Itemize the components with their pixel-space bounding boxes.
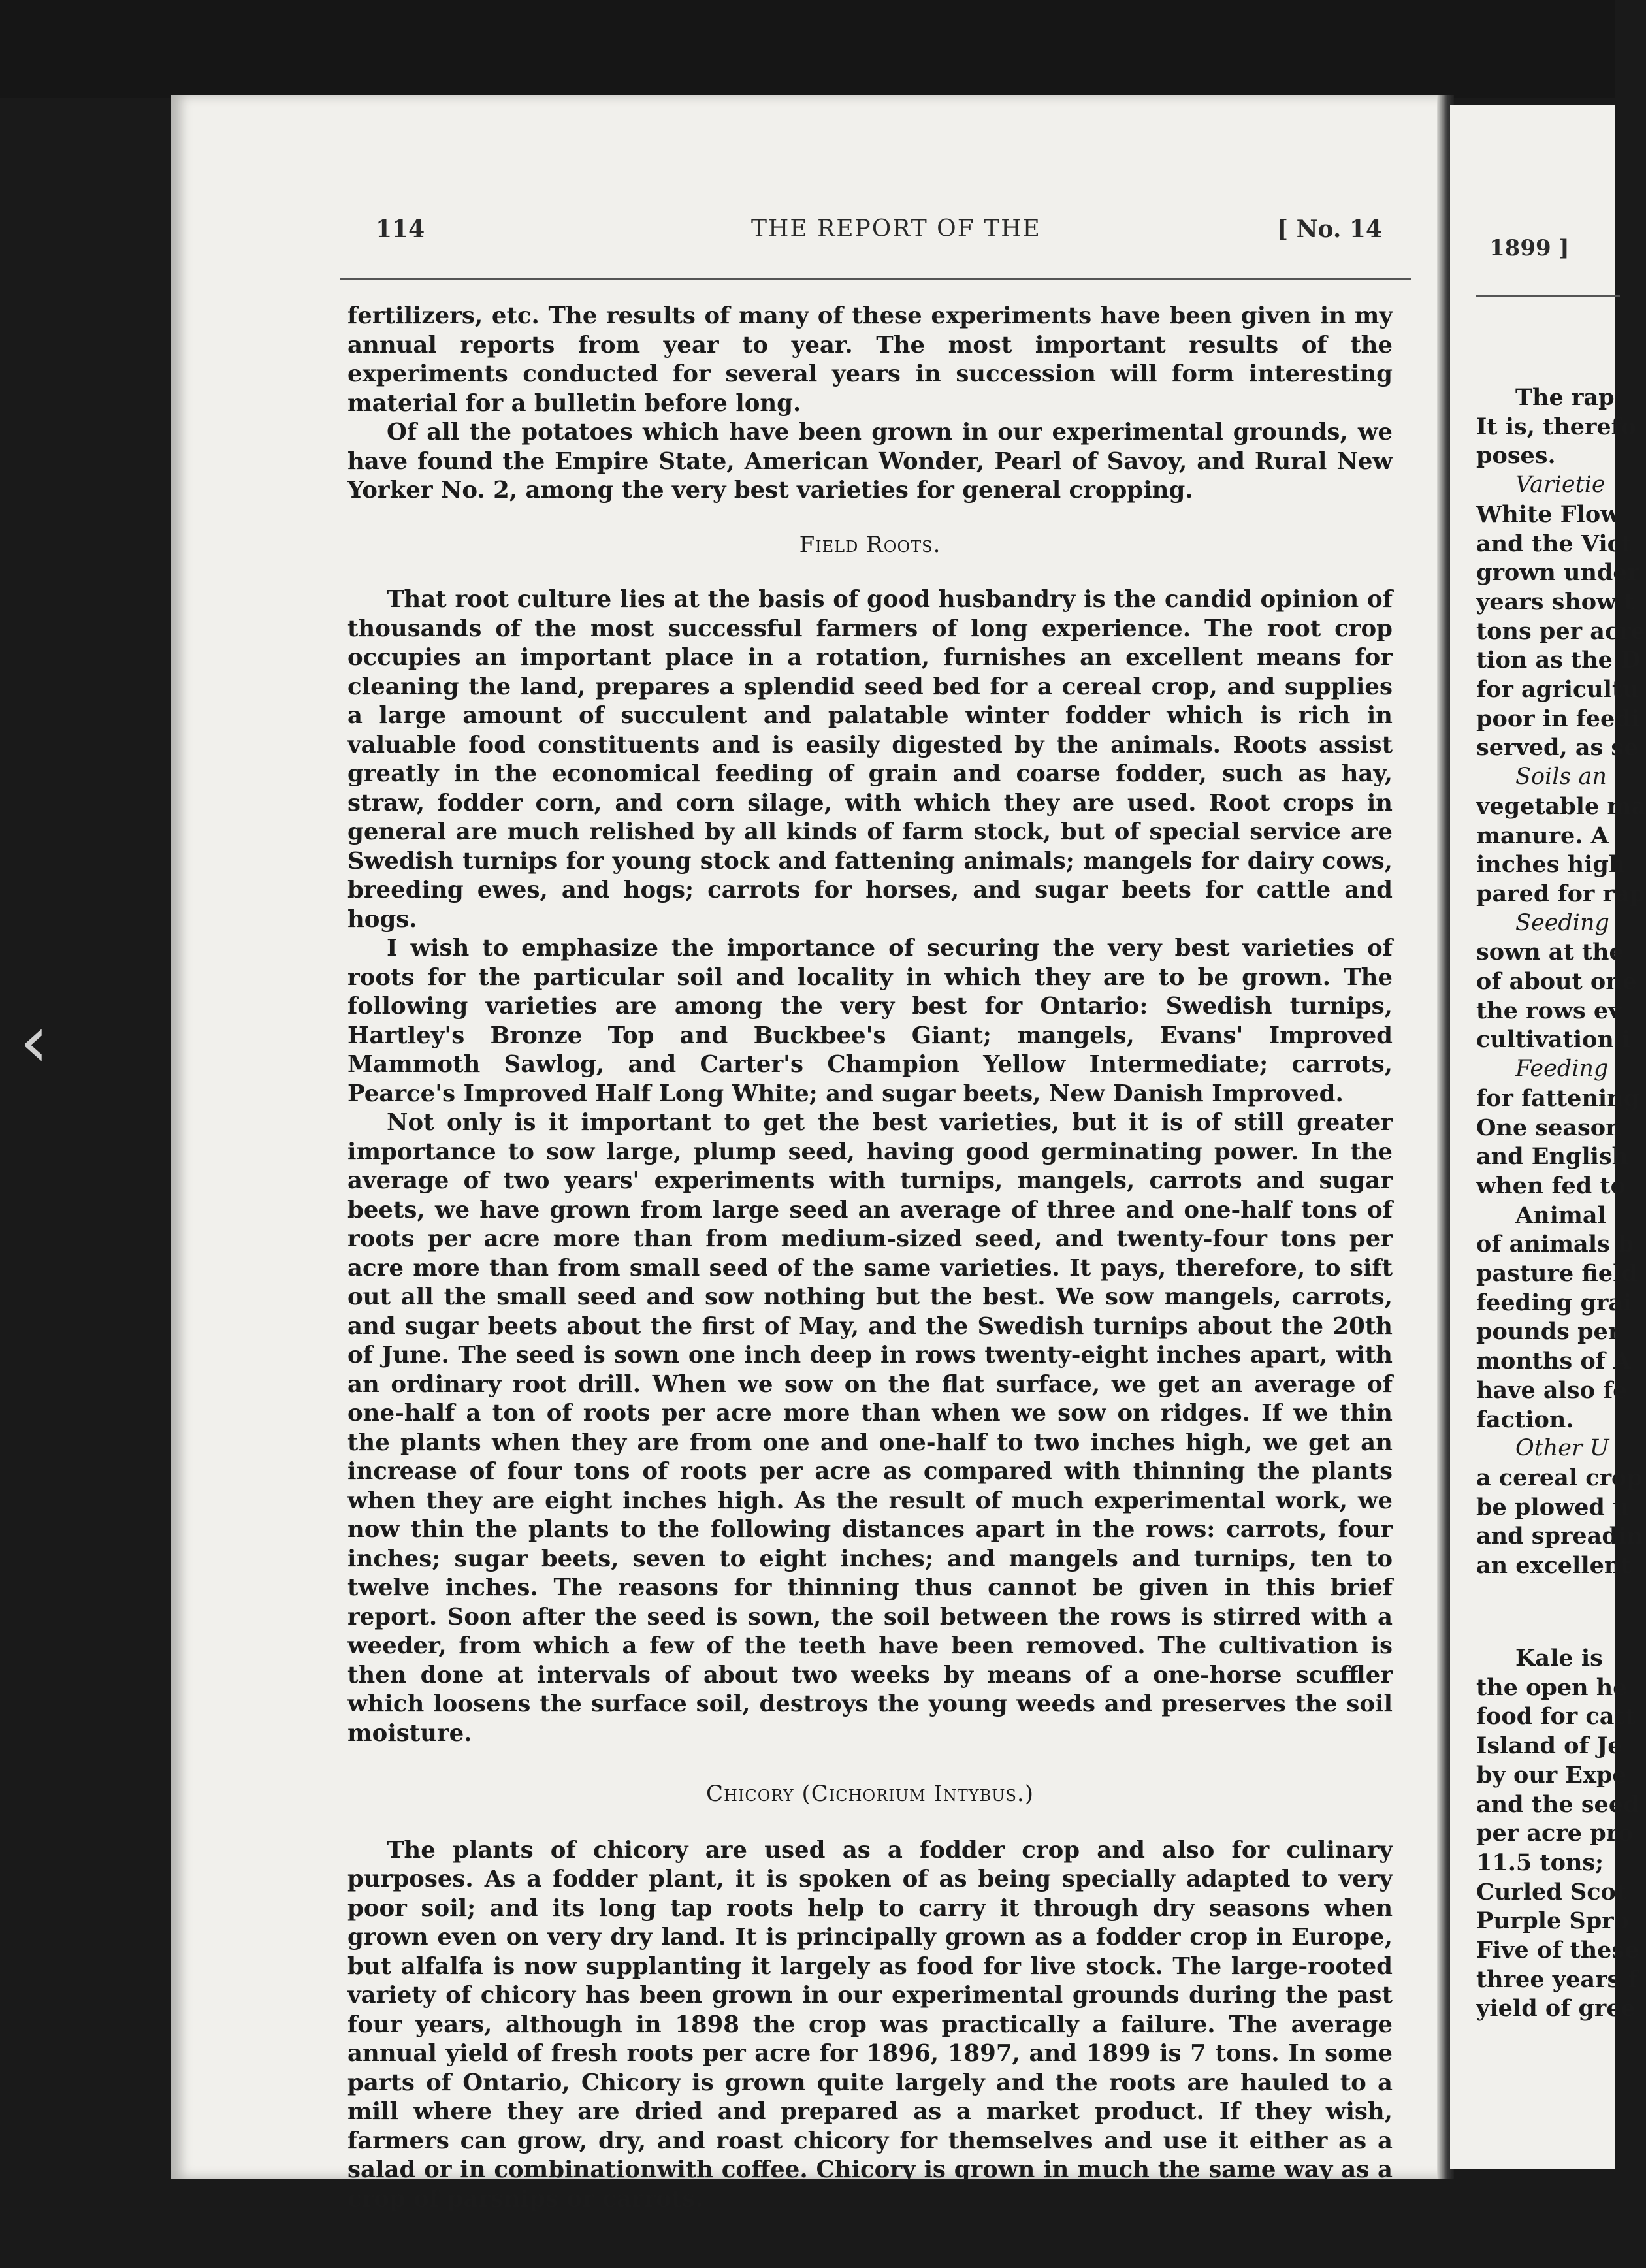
right-page-line: a cereal crop — [1476, 1464, 1643, 1491]
right-page-line: Other U — [1515, 1435, 1609, 1462]
issue-number: [ No. 14 — [1277, 216, 1383, 243]
section-heading-chicory: Chicory (Cichorium Intybus.) — [706, 1781, 1034, 1807]
right-page-line: Animal — [1515, 1201, 1606, 1229]
paragraph-chicory: The plants of chicory are used as a fodder crop and also for culinary purposes. As a fodder plant, it is spoken of as being specially adapted to very poor soil; and its long tap roots help to carry it through dry seasons when grown even on very dry land. It is principally grown as a fodder crop in Europe, but alfalfa is now supplanting it largely as food for live stock. The large-rooted variety of chicory has been grown in our experimental grounds during the past four years, although in 1898 the crop was practically a failure. The average annual yield of fresh roots per acre for 1896, 1897, and 1899 is 7 tons. In some parts of Ontario, Chicory is grown quite largely and the roots are hauled to a mill where they are dried and prepared as a market product. If they wish, farmers can grow, dry, and roast chicory for themselves and use it either as a salad or in combinationwith coffee. Chicory is grown in much the same way as a crop of parsnips or carrots. — [347, 1836, 1393, 2212]
right-page-line: Seeding — [1515, 909, 1609, 936]
right-page-line: pasture field — [1476, 1260, 1638, 1287]
right-page-line: One season — [1476, 1114, 1622, 1141]
right-page-line: for fattening — [1476, 1084, 1640, 1112]
right-page-line: tons per acre — [1476, 617, 1645, 645]
right-page-line: poses. — [1476, 442, 1556, 470]
main-text-column — [347, 302, 1393, 2214]
right-page-line: grown under — [1476, 559, 1640, 587]
right-page-line: Island of Je — [1476, 1732, 1622, 1760]
right-page-line: It is, therefo — [1476, 413, 1637, 440]
running-title: THE REPORT OF THE — [751, 216, 1041, 242]
scan-background-top — [0, 0, 1615, 98]
right-page-line: feeding grai — [1476, 1289, 1632, 1316]
right-page-line: the rows ev — [1476, 997, 1622, 1024]
right-page-line: and the seed — [1476, 1790, 1639, 1818]
right-page-line: Feeding — [1515, 1056, 1609, 1082]
right-page-line: Varietie — [1515, 472, 1606, 498]
right-page-line: and spreadin — [1476, 1523, 1643, 1550]
right-page-line: per acre pro — [1476, 1820, 1634, 1847]
right-page-line: poor in feedi — [1476, 705, 1640, 732]
right-page-line: of animals b — [1476, 1231, 1634, 1258]
right-page-line: The rap — [1515, 384, 1615, 411]
paragraph-potatoes: Of all the potatoes which have been grown in our experimental grounds, we have found the Empire State, American Wonder, Pearl of Savoy, and Rural New Yorker No. 2, among the very best varieties for general cropping. — [347, 419, 1393, 504]
right-page-line: vegetable ma — [1476, 792, 1646, 820]
right-page-line: food for catt — [1476, 1703, 1636, 1730]
scanner-arrow-mark: ‹ — [20, 999, 48, 1083]
page-number: 114 — [376, 216, 425, 243]
paragraph-root-culture: That root culture lies at the basis of good husbandry is the candid opinion of thousands of the most successful farmers of long experience. The root crop occupies an important place in a rotation, furnishes an excellent means for cleaning the land, prepares a splendid seed bed for a cereal crop, and supplies a large amount of succulent and palatable winter fodder which is rich in valuable food constituents and is easily digested by the animals. Roots assist greatly in the economical feeding of grain and coarse fodder, such as hay, straw, fodder corn, and corn silage, with which they are used. Root crops in general are much relished by all kinds of farm stock, but of special service are Swedish turnips for young stock and fattening animals; mangels for dairy cows, breeding ewes, and hogs; carrots for horses, and sugar beets for cattle and hogs. — [347, 586, 1393, 933]
paragraph-emphasize-varieties: I wish to emphasize the importance of securing the very best varieties of roots for the particular soil and locality in which they are to be grown. The following varieties are among the very best for Ontario: Swedish turnips, Hartley's Bronze Top and Buckbee's Giant; mangels, Evans' Improved Mammoth Sawlog, and Carter's Champion Yellow Intermediate; carrots, Pearce's Improved Half Long White; and sugar beets, New Danish Improved. — [347, 935, 1393, 1107]
right-page-line: Kale is — [1515, 1645, 1603, 1672]
right-header-rule — [1476, 295, 1620, 297]
right-page-line: inches high — [1476, 851, 1626, 879]
right-page-line: yield of gree — [1476, 1995, 1636, 2022]
right-page-line: manure. A — [1476, 822, 1609, 849]
right-page-line: 11.5 tons; — [1476, 1849, 1604, 1876]
right-page-line: of about one — [1476, 968, 1637, 995]
right-page-line: faction. — [1476, 1406, 1574, 1433]
right-page-line: pared for rap — [1476, 880, 1646, 907]
right-page-line: when fed to — [1476, 1172, 1626, 1199]
right-page-line: Purple Spro — [1476, 1907, 1629, 1935]
header-rule — [340, 278, 1411, 280]
right-page-line: tion as the D — [1476, 647, 1641, 674]
right-page-line: Soils an — [1515, 764, 1607, 790]
paragraph-fertilizers: fertilizers, etc. The results of many of these experiments have been given in my annual reports from year to year. The most important results of the experiments conducted for several years in succession will form interesting material for a bulletin before long. — [347, 302, 1393, 417]
right-page-fragment — [1450, 105, 1646, 2169]
right-page-line: Curled Scot — [1476, 1878, 1627, 1905]
right-page-line: and English — [1476, 1143, 1629, 1171]
right-page-line: Five of these — [1476, 1937, 1639, 1964]
right-page-line: White Flow — [1476, 500, 1621, 528]
right-page-line: the open he — [1476, 1674, 1628, 1701]
right-page-line: pounds per — [1476, 1318, 1621, 1346]
paragraph-seed-and-thinning: Not only is it important to get the best varieties, but it is of still greater importance to sow large, plump seed, having good germinating power. In the average of two years' experiments with turnips, mangels, carrots and sugar beets, we have grown from large seed an average of three and one-half tons of roots per acre more than from medium-sized seed, and twenty-four tons per acre more than from small seed of the same varieties. It pays, therefore, to sift out all the small seed and sow nothing but the best. We sow mangels, carrots, and sugar beets about the first of May, and the Swedish turnips about the 20th of June. The seed is sown one inch deep in rows twenty-eight inches apart, with an ordinary root drill. When we sow on the flat surface, we get an average of one-half a ton of roots per acre more than when we sow on ridges. If we thin the plants when they are from one and one-half to two inches high, we get an increase of four tons of roots per acre as compared with thinning the plants when they are eight inches high. As the result of much experimental work, we now thin the plants to the following distances apart in the rows: carrots, four inches; sugar beets, seven to eight inches; and mangels and turnips, ten to twelve inches. The reasons for thinning thus cannot be given in this brief report. Soon after the seed is sown, the soil between the rows is stirred with a weeder, from which a few of the teeth have been removed. The cultivation is then done at intervals of about two weeks by means of a one-horse scuffler which loosens the surface soil, destroys the young weeds and preserves the soil moisture. — [347, 1109, 1393, 1747]
right-page-line: and the Vict — [1476, 530, 1632, 557]
right-page-line: by our Expe — [1476, 1761, 1627, 1789]
right-page-line: served, as se — [1476, 734, 1639, 762]
right-page-line: an excellent — [1476, 1552, 1632, 1579]
right-page-line: three years f — [1476, 1966, 1638, 1993]
right-page-line: years show t — [1476, 588, 1635, 615]
page-header — [209, 216, 1385, 261]
right-page-header: 1899 ] — [1489, 235, 1570, 261]
section-heading-field-roots: Field Roots. — [799, 531, 941, 558]
right-page-line: sown at the — [1476, 939, 1624, 966]
right-page-line: cultivation i — [1476, 1026, 1631, 1054]
right-page-line: have also fe — [1476, 1376, 1628, 1404]
right-page-line: be plowed u — [1476, 1493, 1630, 1521]
right-page-line: for agricultu — [1476, 676, 1639, 703]
right-page-line: months of A — [1476, 1348, 1632, 1375]
